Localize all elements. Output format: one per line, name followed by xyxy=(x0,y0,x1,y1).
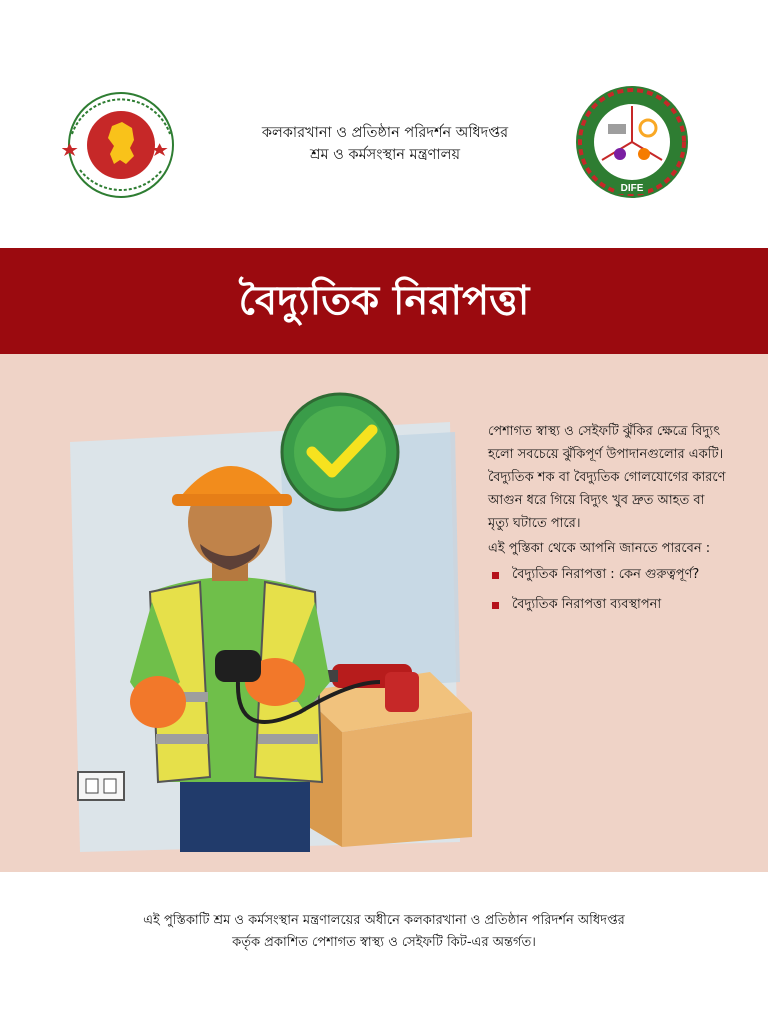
dife-logo-text: DIFE xyxy=(620,183,644,194)
footer-note xyxy=(60,910,708,954)
list-item: বৈদ্যুতিক নিরাপত্তা ব্যবস্থাপনা xyxy=(488,594,728,616)
title-band xyxy=(0,248,768,354)
learn-heading: এই পুস্তিকা থেকে আপনি জানতে পারবেন : xyxy=(488,541,711,556)
org-line-1: কলকারখানা ও প্রতিষ্ঠান পরিদর্শন অধিদপ্তর xyxy=(261,125,509,141)
header xyxy=(0,0,768,248)
checkmark-badge-icon xyxy=(282,394,398,510)
footer-line-1: এই পুস্তিকাটি শ্রম ও কর্মসংস্থান মন্ত্রণালয়ের অধীনে কলকারখানা ও প্রতিষ্ঠান পরিদর্শন অধিদপ্তর xyxy=(143,913,625,928)
topics-list xyxy=(488,564,728,616)
intro-paragraph: পেশাগত স্বাস্থ্য ও সেইফটি ঝুঁকির ক্ষেত্রে বিদ্যুৎ হলো সবচেয়ে ঝুঁকিপূর্ণ উপাদানগুলোর একটি। বৈদ্যুতিক শক বা বৈদ্যুতিক গোলযোগের কারণে আগুন ধরে গিয়ে বিদ্যুৎ খুব দ্রুত আহত বা মৃত্যু ঘটাতে পারে। xyxy=(488,424,726,531)
footer-line-2: কর্তৃক প্রকাশিত পেশাগত স্বাস্থ্য ও সেইফটি কিট-এর অন্তর্গত। xyxy=(232,935,536,950)
body-panel xyxy=(0,354,768,872)
worker-illustration xyxy=(60,382,480,852)
wall-socket-icon xyxy=(78,772,124,800)
list-item: বৈদ্যুতিক নিরাপত্তা : কেন গুরুত্বপূর্ণ? xyxy=(488,564,728,586)
org-line-2: শ্রম ও কর্মসংস্থান মন্ত্রণালয় xyxy=(309,147,460,163)
intro-text-column xyxy=(488,420,728,624)
gov-bangladesh-seal-logo xyxy=(62,90,180,200)
organization-name xyxy=(200,122,570,166)
footer xyxy=(0,872,768,1024)
page-title: বৈদ্যুতিক নিরাপত্তা xyxy=(238,278,530,324)
dife-emblem-logo xyxy=(574,84,690,200)
